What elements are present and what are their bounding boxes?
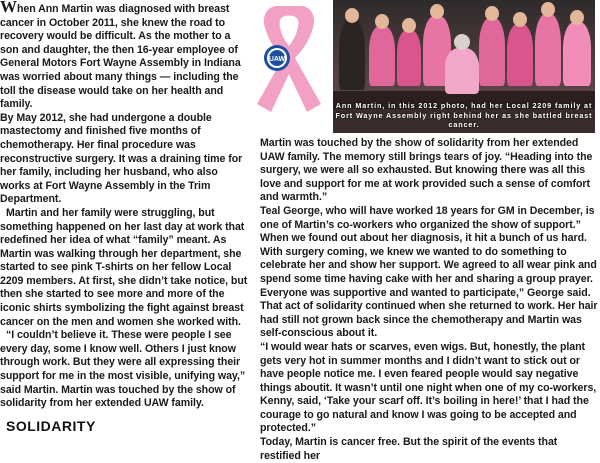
photo-person: [507, 24, 533, 86]
article-paragraph: When we found out about her diagnosis, it hit a bunch of us hard. With surgery coming, we knew we wanted to do something to celebrate her and show her support. We agreed to all wear pink and spend some time having cake with her and sharing a group prayer. Everyone was supportive and wanted to participate,” George said.: [260, 232, 597, 299]
section-heading: SOLIDARITY: [6, 418, 96, 434]
drop-cap: W: [0, 0, 17, 16]
article-paragraph: Today, Martin is cancer free. But the spirit of the events that restified her: [260, 436, 558, 462]
ribbon-icon: [247, 0, 331, 118]
photo-person-head: [485, 6, 499, 21]
article-paragraph: That act of solidarity continued when she returned to work. Her hair had still not grown back since the chemotherapy and Martin was self-conscious about it.: [260, 300, 598, 340]
article-right-column: [260, 137, 598, 463]
uaw-badge-text: UAW: [268, 56, 286, 63]
article-paragraph: When Ann Martin was diagnosed with breast cancer in October 2011, she knew the road to recovery would be difficult. As the mother to a son and daughter, the then 16-year employee of General Motors Fort Wayne Assembly in Indiana was worried about many things — including the toll the disease would take on her health and family.: [0, 0, 250, 112]
pink-ribbon-graphic: [247, 0, 331, 118]
article-paragraph: Teal George, who will have worked 18 years for GM in December, is one of Martin’s co-workers who organized the show of support.”: [260, 204, 595, 231]
photo-person: [339, 20, 365, 90]
photo-person-head: [402, 18, 416, 33]
article-paragraph: “I would wear hats or scarves, even wigs. But, honestly, the plant gets very hot in summer months and I didn’t want to stick out or have people notice me. I even feared people would say negative things aboutit. It wasn’t until one night when one of my co-workers, Kenny, said, ‘Take your scarf off. It’s boiling in here!’ that I had the courage to go natural and know I was going to be accepted and protected.”: [260, 340, 597, 435]
photo-person: [563, 22, 591, 86]
photo-person: [535, 14, 561, 86]
photo-caption: Ann Martin, in this 2012 photo, had her Local 2209 family at Fort Wayne Assembly right behind her as she battled breast cancer.: [335, 101, 593, 129]
article-paragraph: Martin and her family were struggling, but something happened on her last day at work that redefined her idea of what “family” meant. As Martin was walking through her department, she started to see pink T-shirts on her fellow Local 2209 members. At first, she didn’t take notice, but then she started to see more and more of the iconic shirts symbolizing the fight against breast cancer on the men and women she worked with.: [0, 206, 248, 328]
article-left-column: [0, 0, 250, 411]
photo-person: [397, 30, 421, 86]
photo-person: [445, 48, 479, 94]
article-paragraph: By May 2012, she had undergone a double mastectomy and finished five months of chemotherapy. Her final procedure was reconstructive surgery. It was a draining time for her family, including her husband, who also works at Fort Wayne Assembly in the Trim Department.: [0, 111, 243, 206]
article-paragraph: Martin was touched by the show of solidarity from her extended UAW family. The memory still brings tears of joy. “Heading into the surgery, we were all so exhausted. But knowing there was all this love and support for me at work provided such a sense of comfort and warmth.”: [260, 137, 593, 204]
photo-person-head: [513, 12, 527, 27]
photo-person: [479, 18, 505, 86]
photo-person-head: [430, 4, 444, 19]
photo-person-head: [454, 34, 470, 50]
article-paragraph: “I couldn’t believe it. These were people I see every day, some I know well. Others I just know through work. But they were all expressing their support for me in the most visible, unifying way,” said Martin. Martin was touched by the show of solidarity from her extended UAW family.: [0, 329, 246, 410]
photo-person-head: [375, 14, 389, 29]
photo-person: [369, 26, 395, 86]
photo-person-head: [541, 2, 555, 17]
photo-person-head: [570, 10, 584, 25]
photo-person-head: [345, 8, 359, 23]
